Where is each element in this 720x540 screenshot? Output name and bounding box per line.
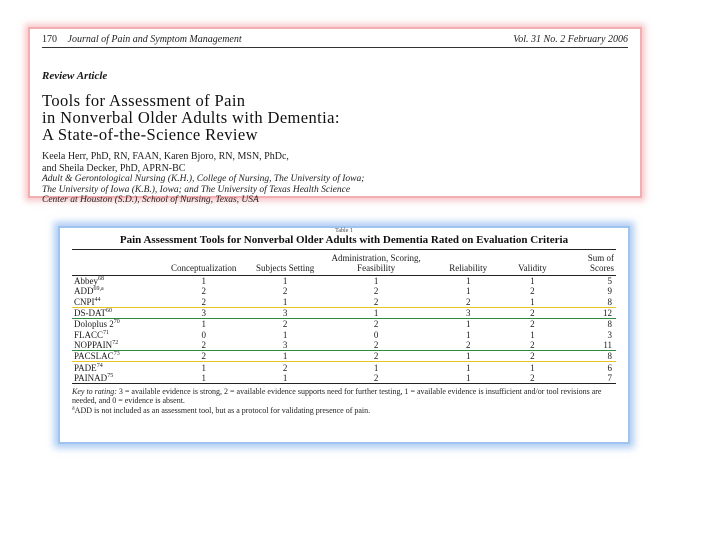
- cell-validity: 2: [530, 319, 535, 330]
- header-conceptualization: Conceptualization: [156, 250, 252, 276]
- cell-reliability: 1: [434, 351, 503, 362]
- cell-administration: 2: [318, 373, 434, 384]
- cell-conceptualization: 1: [201, 319, 206, 330]
- cell-sum: 7: [562, 373, 616, 384]
- reference: 72: [112, 339, 119, 346]
- cell-sum: 8: [562, 351, 616, 362]
- cell-conceptualization: 1: [156, 373, 252, 384]
- cell-administration: 1: [373, 276, 379, 287]
- article-header: [28, 27, 642, 205]
- cell-sum: 5: [607, 276, 612, 287]
- cell-sum: 3: [607, 329, 612, 340]
- tool-name: DS-DAT: [74, 308, 107, 319]
- cell-sum: 11: [562, 340, 616, 351]
- journal-name: Journal of Pain and Symptom Management: [67, 34, 242, 45]
- journal-running-header: [42, 34, 628, 48]
- table-row: [72, 362, 616, 373]
- cell-sum: 9: [607, 286, 612, 297]
- section-label: Review Article: [42, 70, 108, 82]
- reference: 70: [113, 319, 120, 326]
- rating-key-label: Key to rating:: [72, 386, 117, 396]
- cell-subjects-setting: 2: [282, 319, 288, 330]
- reference: 68: [98, 276, 104, 283]
- cell-validity: 1: [530, 329, 535, 340]
- cell-subjects-setting: 1: [252, 297, 318, 308]
- header-subjects-setting: Subjects Setting: [252, 250, 318, 276]
- author-list: [42, 151, 628, 174]
- cell-administration: 2: [373, 286, 379, 297]
- footnote-marker: a: [72, 405, 75, 412]
- cell-administration: 2: [318, 340, 434, 351]
- cell-subjects-setting: 2: [282, 286, 288, 297]
- footnote-a: [72, 406, 616, 416]
- cell-subjects-setting: 3: [252, 340, 318, 351]
- cell-validity: 2: [502, 307, 562, 318]
- cell-sum: 12: [562, 307, 616, 318]
- cell-conceptualization: 2: [156, 297, 252, 308]
- cell-validity: 2: [502, 373, 562, 384]
- tool-name: PADE: [74, 362, 97, 373]
- cell-administration: 0: [373, 329, 379, 340]
- affiliation-line: Adult & Gerontological Nursing (K.H.), College of Nursing, The University of Iowa;: [42, 174, 365, 184]
- table-header-row: [72, 250, 616, 276]
- cell-validity: 1: [502, 297, 562, 308]
- table-row: [72, 276, 616, 287]
- cell-conceptualization: 0: [201, 329, 206, 340]
- tool-name: Doloplus 2: [74, 319, 114, 330]
- header-tool: [72, 250, 156, 276]
- table-row: [72, 307, 616, 318]
- cell-reliability: 1: [465, 276, 471, 287]
- table-row: [72, 373, 616, 384]
- reference: 74: [96, 362, 103, 369]
- cell-conceptualization: 3: [156, 307, 252, 318]
- table-row: [72, 329, 616, 339]
- affiliation-line: The University of Iowa (K.B.), Iowa; and The University of Texas Health Science: [42, 184, 351, 195]
- cell-reliability: 1: [434, 373, 503, 384]
- page-number: 170: [42, 34, 57, 45]
- table-footnotes: [72, 387, 616, 416]
- volume-info: Vol. 31 No. 2 February 2006: [513, 34, 628, 45]
- tool-name: NOPPAIN: [74, 339, 113, 350]
- table-caption: Pain Assessment Tools for Nonverbal Older Adults with Dementia Rated on Evaluation Criteria: [72, 234, 616, 250]
- author-line: and Sheila Decker, PhD, APRN-BC: [42, 162, 186, 174]
- cell-administration: 2: [373, 319, 379, 330]
- cell-conceptualization: 2: [156, 340, 252, 351]
- header-administration: Administration, Scoring, Feasibility: [318, 250, 434, 276]
- cell-administration: 2: [318, 297, 434, 308]
- table-row: [72, 297, 616, 308]
- cell-reliability: 1: [465, 319, 471, 330]
- cell-subjects-setting: 1: [252, 373, 318, 384]
- cell-subjects-setting: 1: [282, 329, 288, 340]
- reference: 73: [113, 351, 120, 358]
- cell-validity: 2: [502, 351, 562, 362]
- cell-subjects-setting: 1: [252, 351, 318, 362]
- article-title: [42, 92, 628, 143]
- cell-reliability: 2: [434, 340, 503, 351]
- cell-sum: 8: [607, 319, 612, 330]
- cell-validity: 1: [530, 276, 535, 287]
- cell-sum: 8: [562, 297, 616, 308]
- table-row: [72, 340, 616, 351]
- affiliations: [42, 174, 628, 206]
- cell-validity: 2: [530, 286, 535, 297]
- cell-conceptualization: 2: [156, 351, 252, 362]
- cell-administration: 2: [318, 351, 434, 362]
- table-card: [58, 226, 630, 444]
- cell-subjects-setting: 2: [282, 362, 288, 373]
- cell-validity: 1: [530, 362, 535, 373]
- title-line: A State-of-the-Science Review: [42, 125, 258, 144]
- reference: 71: [103, 329, 110, 336]
- tool-name: PACSLAC: [74, 351, 114, 362]
- cell-reliability: 3: [434, 307, 503, 318]
- cell-sum: 6: [607, 362, 612, 373]
- reference: 69,a: [93, 286, 104, 293]
- title-line: in Nonverbal Older Adults with Dementia:: [42, 108, 340, 127]
- cell-reliability: 2: [434, 297, 503, 308]
- tool-name: PAINAD: [74, 372, 108, 383]
- footnote-a-text: ADD is not included as an assessment tool, but as a protocol for validating presence of pain.: [74, 405, 371, 415]
- evaluation-table: [72, 250, 616, 384]
- tool-name: ADD: [74, 286, 94, 297]
- header-reliability: Reliability: [434, 250, 503, 276]
- cell-reliability: 1: [465, 286, 471, 297]
- tool-name: Abbey: [74, 276, 98, 287]
- cell-subjects-setting: 3: [252, 307, 318, 318]
- rating-key: [72, 387, 616, 406]
- reference: 60: [106, 308, 113, 315]
- cell-administration: 1: [318, 307, 434, 318]
- cell-validity: 2: [502, 340, 562, 351]
- cell-conceptualization: 2: [201, 286, 206, 297]
- header-validity: Validity: [502, 250, 562, 276]
- table-row: [72, 319, 616, 330]
- cell-administration: 1: [373, 362, 379, 373]
- table-number: Table 1: [335, 228, 353, 234]
- table-row: [72, 351, 616, 362]
- header-sum: Sum of Scores: [562, 250, 616, 276]
- author-line: Keela Herr, PhD, RN, FAAN, Karen Bjoro, RN, MSN, PhDc,: [42, 151, 289, 162]
- tool-name: FLACC: [74, 329, 104, 340]
- table-row: [72, 286, 616, 296]
- reference: 75: [107, 372, 114, 379]
- cell-conceptualization: 1: [201, 276, 206, 287]
- title-line: Tools for Assessment of Pain: [42, 91, 246, 110]
- cell-reliability: 1: [465, 329, 471, 340]
- cell-reliability: 1: [465, 362, 471, 373]
- reference: 44: [94, 296, 101, 303]
- cell-subjects-setting: 1: [282, 276, 288, 287]
- cell-conceptualization: 1: [201, 362, 206, 373]
- tool-name: CNPI: [74, 296, 95, 307]
- rating-key-text: 3 = available evidence is strong, 2 = available evidence supports need for further testing, 1 = available evidence is insufficient and/or tool revisions are needed, and 0 = evidence is absent.: [72, 386, 602, 406]
- affiliation-line: Center at Houston (S.D.), School of Nursing, Texas, USA: [42, 195, 259, 205]
